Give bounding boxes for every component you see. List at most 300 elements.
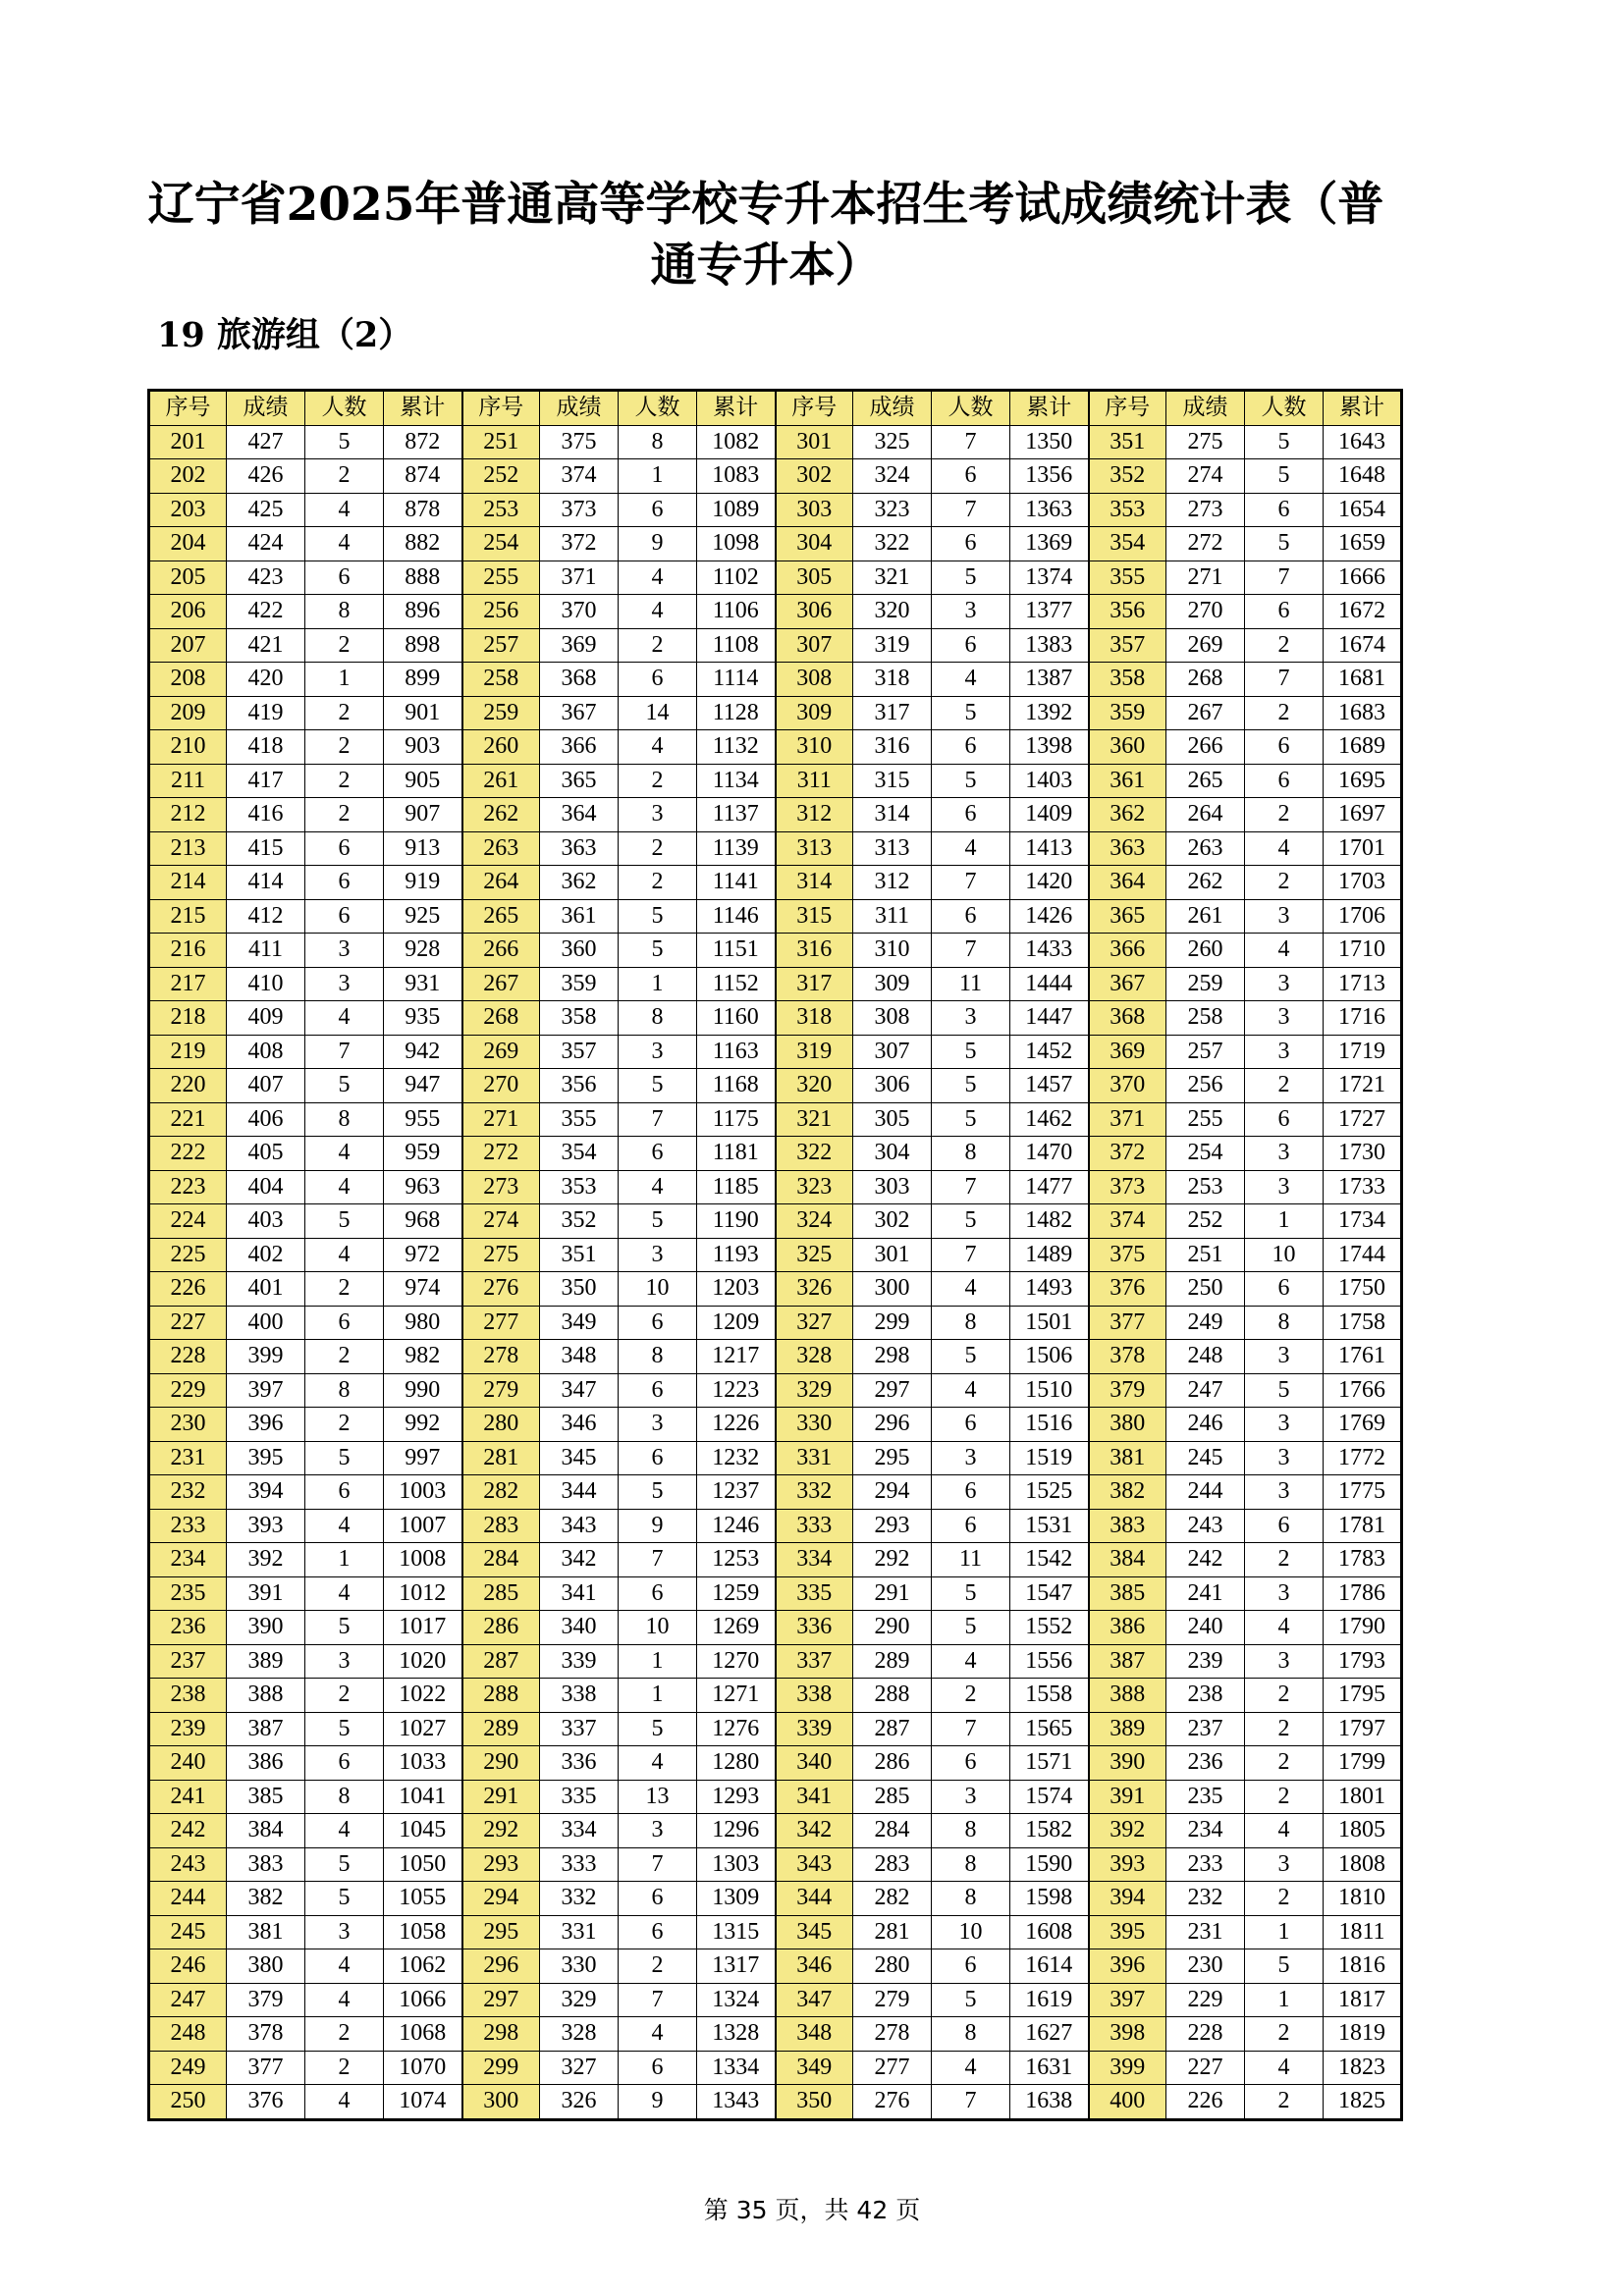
cumulative-cell: 947 bbox=[384, 1069, 462, 1103]
cumulative-cell: 1614 bbox=[1010, 1949, 1089, 1984]
count-cell: 7 bbox=[619, 1847, 697, 1882]
table-row bbox=[149, 798, 1402, 832]
cumulative-cell: 1151 bbox=[697, 934, 776, 968]
score-cell: 385 bbox=[227, 1780, 305, 1814]
cumulative-cell: 1772 bbox=[1324, 1441, 1402, 1475]
table-row bbox=[149, 663, 1402, 697]
seq-cell: 268 bbox=[462, 1001, 540, 1036]
cumulative-cell: 1733 bbox=[1324, 1170, 1402, 1204]
seq-cell: 212 bbox=[149, 798, 227, 832]
cumulative-cell: 1303 bbox=[697, 1847, 776, 1882]
count-cell: 6 bbox=[932, 899, 1010, 934]
score-cell: 311 bbox=[853, 899, 932, 934]
cumulative-cell: 1721 bbox=[1324, 1069, 1402, 1103]
score-cell: 380 bbox=[227, 1949, 305, 1984]
cumulative-cell: 1811 bbox=[1324, 1915, 1402, 1949]
cumulative-cell: 1797 bbox=[1324, 1712, 1402, 1746]
score-cell: 371 bbox=[540, 561, 619, 595]
score-cell: 355 bbox=[540, 1102, 619, 1137]
seq-cell: 265 bbox=[462, 899, 540, 934]
seq-cell: 312 bbox=[776, 798, 853, 832]
seq-cell: 286 bbox=[462, 1611, 540, 1645]
count-cell: 3 bbox=[932, 1441, 1010, 1475]
score-cell: 243 bbox=[1166, 1509, 1245, 1543]
cumulative-cell: 1703 bbox=[1324, 866, 1402, 900]
cumulative-cell: 1730 bbox=[1324, 1137, 1402, 1171]
seq-cell: 296 bbox=[462, 1949, 540, 1984]
cumulative-cell: 1681 bbox=[1324, 663, 1402, 697]
cumulative-cell: 898 bbox=[384, 628, 462, 663]
count-cell: 5 bbox=[619, 1475, 697, 1510]
score-cell: 258 bbox=[1166, 1001, 1245, 1036]
count-cell: 4 bbox=[619, 730, 697, 765]
seq-cell: 382 bbox=[1089, 1475, 1166, 1510]
score-cell: 373 bbox=[540, 493, 619, 527]
cumulative-cell: 1350 bbox=[1010, 425, 1089, 459]
cumulative-cell: 1769 bbox=[1324, 1408, 1402, 1442]
cumulative-cell: 1324 bbox=[697, 1983, 776, 2017]
count-cell: 8 bbox=[305, 595, 384, 629]
score-cell: 334 bbox=[540, 1814, 619, 1848]
seq-cell: 308 bbox=[776, 663, 853, 697]
count-cell: 2 bbox=[305, 1408, 384, 1442]
score-cell: 345 bbox=[540, 1441, 619, 1475]
score-cell: 387 bbox=[227, 1712, 305, 1746]
seq-cell: 365 bbox=[1089, 899, 1166, 934]
count-cell: 10 bbox=[932, 1915, 1010, 1949]
count-cell: 2 bbox=[305, 2051, 384, 2085]
score-cell: 375 bbox=[540, 425, 619, 459]
count-cell: 2 bbox=[1245, 2085, 1324, 2120]
seq-cell: 359 bbox=[1089, 696, 1166, 730]
cumulative-cell: 1574 bbox=[1010, 1780, 1089, 1814]
count-cell: 3 bbox=[932, 1780, 1010, 1814]
score-cell: 395 bbox=[227, 1441, 305, 1475]
count-cell: 6 bbox=[619, 1441, 697, 1475]
score-cell: 349 bbox=[540, 1306, 619, 1340]
table-row bbox=[149, 1543, 1402, 1577]
seq-cell: 262 bbox=[462, 798, 540, 832]
score-cell: 237 bbox=[1166, 1712, 1245, 1746]
seq-cell: 222 bbox=[149, 1137, 227, 1171]
seq-cell: 304 bbox=[776, 527, 853, 561]
score-cell: 360 bbox=[540, 934, 619, 968]
seq-cell: 258 bbox=[462, 663, 540, 697]
column-header: 序号 bbox=[1089, 391, 1166, 426]
table-row bbox=[149, 1847, 1402, 1882]
seq-cell: 388 bbox=[1089, 1679, 1166, 1713]
count-cell: 6 bbox=[305, 831, 384, 866]
seq-cell: 209 bbox=[149, 696, 227, 730]
score-cell: 257 bbox=[1166, 1035, 1245, 1069]
score-cell: 423 bbox=[227, 561, 305, 595]
cumulative-cell: 1082 bbox=[697, 425, 776, 459]
seq-cell: 236 bbox=[149, 1611, 227, 1645]
cumulative-cell: 982 bbox=[384, 1340, 462, 1374]
cumulative-cell: 997 bbox=[384, 1441, 462, 1475]
seq-cell: 267 bbox=[462, 967, 540, 1001]
count-cell: 4 bbox=[619, 1170, 697, 1204]
score-cell: 353 bbox=[540, 1170, 619, 1204]
table-row bbox=[149, 1408, 1402, 1442]
seq-cell: 242 bbox=[149, 1814, 227, 1848]
score-cell: 410 bbox=[227, 967, 305, 1001]
seq-cell: 245 bbox=[149, 1915, 227, 1949]
count-cell: 6 bbox=[305, 866, 384, 900]
count-cell: 7 bbox=[932, 866, 1010, 900]
seq-cell: 339 bbox=[776, 1712, 853, 1746]
seq-cell: 389 bbox=[1089, 1712, 1166, 1746]
score-cell: 260 bbox=[1166, 934, 1245, 968]
count-cell: 5 bbox=[1245, 425, 1324, 459]
seq-cell: 282 bbox=[462, 1475, 540, 1510]
score-cell: 248 bbox=[1166, 1340, 1245, 1374]
count-cell: 6 bbox=[1245, 1509, 1324, 1543]
table-row bbox=[149, 1712, 1402, 1746]
count-cell: 5 bbox=[932, 1340, 1010, 1374]
score-cell: 293 bbox=[853, 1509, 932, 1543]
count-cell: 4 bbox=[305, 1001, 384, 1036]
count-cell: 3 bbox=[1245, 1576, 1324, 1611]
score-cell: 274 bbox=[1166, 459, 1245, 494]
count-cell: 5 bbox=[619, 1712, 697, 1746]
score-cell: 376 bbox=[227, 2085, 305, 2120]
count-cell: 2 bbox=[1245, 1712, 1324, 1746]
score-cell: 290 bbox=[853, 1611, 932, 1645]
count-cell: 4 bbox=[619, 2017, 697, 2052]
score-cell: 340 bbox=[540, 1611, 619, 1645]
score-cell: 273 bbox=[1166, 493, 1245, 527]
count-cell: 2 bbox=[619, 1949, 697, 1984]
cumulative-cell: 1175 bbox=[697, 1102, 776, 1137]
score-cell: 283 bbox=[853, 1847, 932, 1882]
count-cell: 4 bbox=[1245, 1611, 1324, 1645]
count-cell: 6 bbox=[619, 663, 697, 697]
count-cell: 4 bbox=[305, 1509, 384, 1543]
count-cell: 4 bbox=[305, 1949, 384, 1984]
score-cell: 414 bbox=[227, 866, 305, 900]
cumulative-cell: 1271 bbox=[697, 1679, 776, 1713]
count-cell: 1 bbox=[305, 1543, 384, 1577]
score-cell: 229 bbox=[1166, 1983, 1245, 2017]
cumulative-cell: 903 bbox=[384, 730, 462, 765]
score-cell: 242 bbox=[1166, 1543, 1245, 1577]
count-cell: 5 bbox=[932, 1576, 1010, 1611]
cumulative-cell: 1556 bbox=[1010, 1644, 1089, 1679]
count-cell: 2 bbox=[305, 696, 384, 730]
seq-cell: 214 bbox=[149, 866, 227, 900]
cumulative-cell: 1697 bbox=[1324, 798, 1402, 832]
score-cell: 239 bbox=[1166, 1644, 1245, 1679]
cumulative-cell: 931 bbox=[384, 967, 462, 1001]
count-cell: 8 bbox=[619, 425, 697, 459]
score-cell: 382 bbox=[227, 1882, 305, 1916]
seq-cell: 325 bbox=[776, 1238, 853, 1272]
cumulative-cell: 1007 bbox=[384, 1509, 462, 1543]
cumulative-cell: 1083 bbox=[697, 459, 776, 494]
count-cell: 2 bbox=[1245, 1069, 1324, 1103]
table-row bbox=[149, 1882, 1402, 1916]
seq-cell: 211 bbox=[149, 764, 227, 798]
count-cell: 6 bbox=[932, 1949, 1010, 1984]
score-cell: 265 bbox=[1166, 764, 1245, 798]
score-cell: 401 bbox=[227, 1272, 305, 1307]
count-cell: 4 bbox=[932, 1272, 1010, 1307]
score-cell: 300 bbox=[853, 1272, 932, 1307]
cumulative-cell: 1582 bbox=[1010, 1814, 1089, 1848]
count-cell: 5 bbox=[932, 696, 1010, 730]
cumulative-cell: 1638 bbox=[1010, 2085, 1089, 2120]
cumulative-cell: 1761 bbox=[1324, 1340, 1402, 1374]
count-cell: 4 bbox=[1245, 1814, 1324, 1848]
score-cell: 310 bbox=[853, 934, 932, 968]
seq-cell: 223 bbox=[149, 1170, 227, 1204]
count-cell: 2 bbox=[305, 1679, 384, 1713]
cumulative-cell: 1571 bbox=[1010, 1746, 1089, 1781]
count-cell: 5 bbox=[1245, 527, 1324, 561]
score-cell: 282 bbox=[853, 1882, 932, 1916]
seq-cell: 229 bbox=[149, 1373, 227, 1408]
seq-cell: 347 bbox=[776, 1983, 853, 2017]
cumulative-cell: 1558 bbox=[1010, 1679, 1089, 1713]
count-cell: 5 bbox=[619, 899, 697, 934]
cumulative-cell: 1280 bbox=[697, 1746, 776, 1781]
seq-cell: 349 bbox=[776, 2051, 853, 2085]
count-cell: 5 bbox=[1245, 1373, 1324, 1408]
seq-cell: 326 bbox=[776, 1272, 853, 1307]
count-cell: 3 bbox=[619, 1035, 697, 1069]
count-cell: 6 bbox=[932, 459, 1010, 494]
score-cell: 352 bbox=[540, 1204, 619, 1239]
score-cell: 333 bbox=[540, 1847, 619, 1882]
cumulative-cell: 1163 bbox=[697, 1035, 776, 1069]
seq-cell: 230 bbox=[149, 1408, 227, 1442]
cumulative-cell: 1317 bbox=[697, 1949, 776, 1984]
count-cell: 7 bbox=[932, 2085, 1010, 2120]
score-cell: 404 bbox=[227, 1170, 305, 1204]
table-row bbox=[149, 1306, 1402, 1340]
count-cell: 8 bbox=[932, 1814, 1010, 1848]
score-cell: 254 bbox=[1166, 1137, 1245, 1171]
count-cell: 5 bbox=[305, 425, 384, 459]
seq-cell: 298 bbox=[462, 2017, 540, 2052]
seq-cell: 253 bbox=[462, 493, 540, 527]
cumulative-cell: 878 bbox=[384, 493, 462, 527]
cumulative-cell: 1781 bbox=[1324, 1509, 1402, 1543]
cumulative-cell: 1598 bbox=[1010, 1882, 1089, 1916]
cumulative-cell: 1444 bbox=[1010, 967, 1089, 1001]
count-cell: 5 bbox=[305, 1069, 384, 1103]
cumulative-cell: 1403 bbox=[1010, 764, 1089, 798]
seq-cell: 383 bbox=[1089, 1509, 1166, 1543]
score-cell: 425 bbox=[227, 493, 305, 527]
seq-cell: 381 bbox=[1089, 1441, 1166, 1475]
count-cell: 7 bbox=[305, 1035, 384, 1069]
count-cell: 3 bbox=[1245, 1001, 1324, 1036]
count-cell: 5 bbox=[305, 1204, 384, 1239]
score-cell: 409 bbox=[227, 1001, 305, 1036]
count-cell: 6 bbox=[932, 628, 1010, 663]
score-cell: 330 bbox=[540, 1949, 619, 1984]
cumulative-cell: 1409 bbox=[1010, 798, 1089, 832]
seq-cell: 291 bbox=[462, 1780, 540, 1814]
count-cell: 7 bbox=[619, 1102, 697, 1137]
cumulative-cell: 1392 bbox=[1010, 696, 1089, 730]
score-cell: 424 bbox=[227, 527, 305, 561]
score-cell: 261 bbox=[1166, 899, 1245, 934]
score-cell: 263 bbox=[1166, 831, 1245, 866]
column-header: 成绩 bbox=[227, 391, 305, 426]
count-cell: 1 bbox=[305, 663, 384, 697]
seq-cell: 217 bbox=[149, 967, 227, 1001]
cumulative-cell: 1817 bbox=[1324, 1983, 1402, 2017]
score-cell: 389 bbox=[227, 1644, 305, 1679]
count-cell: 9 bbox=[619, 2085, 697, 2120]
seq-cell: 327 bbox=[776, 1306, 853, 1340]
cumulative-cell: 1309 bbox=[697, 1882, 776, 1916]
cumulative-cell: 1334 bbox=[697, 2051, 776, 2085]
cumulative-cell: 1775 bbox=[1324, 1475, 1402, 1510]
cumulative-cell: 1542 bbox=[1010, 1543, 1089, 1577]
score-cell: 388 bbox=[227, 1679, 305, 1713]
cumulative-cell: 919 bbox=[384, 866, 462, 900]
cumulative-cell: 1648 bbox=[1324, 459, 1402, 494]
seq-cell: 281 bbox=[462, 1441, 540, 1475]
count-cell: 2 bbox=[932, 1679, 1010, 1713]
count-cell: 3 bbox=[1245, 1408, 1324, 1442]
count-cell: 3 bbox=[1245, 1475, 1324, 1510]
score-cell: 288 bbox=[853, 1679, 932, 1713]
seq-cell: 315 bbox=[776, 899, 853, 934]
cumulative-cell: 1805 bbox=[1324, 1814, 1402, 1848]
seq-cell: 358 bbox=[1089, 663, 1166, 697]
table-row bbox=[149, 1915, 1402, 1949]
count-cell: 3 bbox=[1245, 1441, 1324, 1475]
count-cell: 3 bbox=[1245, 899, 1324, 934]
score-cell: 411 bbox=[227, 934, 305, 968]
seq-cell: 354 bbox=[1089, 527, 1166, 561]
seq-cell: 391 bbox=[1089, 1780, 1166, 1814]
table-row bbox=[149, 1780, 1402, 1814]
cumulative-cell: 1808 bbox=[1324, 1847, 1402, 1882]
count-cell: 6 bbox=[932, 527, 1010, 561]
cumulative-cell: 963 bbox=[384, 1170, 462, 1204]
cumulative-cell: 1160 bbox=[697, 1001, 776, 1036]
seq-cell: 256 bbox=[462, 595, 540, 629]
seq-cell: 255 bbox=[462, 561, 540, 595]
count-cell: 6 bbox=[619, 493, 697, 527]
score-cell: 427 bbox=[227, 425, 305, 459]
count-cell: 4 bbox=[932, 1373, 1010, 1408]
count-cell: 7 bbox=[932, 493, 1010, 527]
cumulative-cell: 990 bbox=[384, 1373, 462, 1408]
cumulative-cell: 1209 bbox=[697, 1306, 776, 1340]
count-cell: 1 bbox=[1245, 1983, 1324, 2017]
score-cell: 299 bbox=[853, 1306, 932, 1340]
seq-cell: 269 bbox=[462, 1035, 540, 1069]
seq-cell: 350 bbox=[776, 2085, 853, 2120]
score-cell: 320 bbox=[853, 595, 932, 629]
table-row bbox=[149, 899, 1402, 934]
cumulative-cell: 1223 bbox=[697, 1373, 776, 1408]
table-row bbox=[149, 459, 1402, 494]
seq-cell: 310 bbox=[776, 730, 853, 765]
cumulative-cell: 1482 bbox=[1010, 1204, 1089, 1239]
score-cell: 378 bbox=[227, 2017, 305, 2052]
score-cell: 325 bbox=[853, 425, 932, 459]
page-title: 辽宁省2025年普通高等学校专升本招生考试成绩统计表（普通专升本） bbox=[147, 178, 1384, 293]
cumulative-cell: 1510 bbox=[1010, 1373, 1089, 1408]
cumulative-cell: 1108 bbox=[697, 628, 776, 663]
seq-cell: 399 bbox=[1089, 2051, 1166, 2085]
column-header: 累计 bbox=[1010, 391, 1089, 426]
score-cell: 280 bbox=[853, 1949, 932, 1984]
cumulative-cell: 1070 bbox=[384, 2051, 462, 2085]
score-cell: 324 bbox=[853, 459, 932, 494]
score-cell: 347 bbox=[540, 1373, 619, 1408]
cumulative-cell: 1493 bbox=[1010, 1272, 1089, 1307]
cumulative-cell: 1426 bbox=[1010, 899, 1089, 934]
seq-cell: 261 bbox=[462, 764, 540, 798]
count-cell: 1 bbox=[619, 967, 697, 1001]
column-header: 人数 bbox=[932, 391, 1010, 426]
count-cell: 11 bbox=[932, 1543, 1010, 1577]
cumulative-cell: 1055 bbox=[384, 1882, 462, 1916]
seq-cell: 356 bbox=[1089, 595, 1166, 629]
score-cell: 420 bbox=[227, 663, 305, 697]
column-header: 成绩 bbox=[1166, 391, 1245, 426]
seq-cell: 250 bbox=[149, 2085, 227, 2120]
score-cell: 226 bbox=[1166, 2085, 1245, 2120]
cumulative-cell: 1590 bbox=[1010, 1847, 1089, 1882]
seq-cell: 246 bbox=[149, 1949, 227, 1984]
score-cell: 241 bbox=[1166, 1576, 1245, 1611]
count-cell: 5 bbox=[932, 1035, 1010, 1069]
score-cell: 277 bbox=[853, 2051, 932, 2085]
count-cell: 2 bbox=[619, 628, 697, 663]
table-row bbox=[149, 730, 1402, 765]
table-row bbox=[149, 1170, 1402, 1204]
seq-cell: 215 bbox=[149, 899, 227, 934]
score-cell: 285 bbox=[853, 1780, 932, 1814]
count-cell: 6 bbox=[305, 561, 384, 595]
score-cell: 230 bbox=[1166, 1949, 1245, 1984]
seq-cell: 367 bbox=[1089, 967, 1166, 1001]
count-cell: 2 bbox=[305, 798, 384, 832]
count-cell: 13 bbox=[619, 1780, 697, 1814]
score-cell: 256 bbox=[1166, 1069, 1245, 1103]
count-cell: 8 bbox=[305, 1373, 384, 1408]
table-row bbox=[149, 764, 1402, 798]
count-cell: 7 bbox=[1245, 561, 1324, 595]
count-cell: 4 bbox=[619, 561, 697, 595]
cumulative-cell: 1547 bbox=[1010, 1576, 1089, 1611]
seq-cell: 221 bbox=[149, 1102, 227, 1137]
cumulative-cell: 1719 bbox=[1324, 1035, 1402, 1069]
cumulative-cell: 1489 bbox=[1010, 1238, 1089, 1272]
cumulative-cell: 1825 bbox=[1324, 2085, 1402, 2120]
cumulative-cell: 1128 bbox=[697, 696, 776, 730]
seq-cell: 313 bbox=[776, 831, 853, 866]
seq-cell: 385 bbox=[1089, 1576, 1166, 1611]
cumulative-cell: 1744 bbox=[1324, 1238, 1402, 1272]
seq-cell: 330 bbox=[776, 1408, 853, 1442]
cumulative-cell: 1008 bbox=[384, 1543, 462, 1577]
count-cell: 8 bbox=[305, 1780, 384, 1814]
seq-cell: 396 bbox=[1089, 1949, 1166, 1984]
seq-cell: 249 bbox=[149, 2051, 227, 2085]
seq-cell: 251 bbox=[462, 425, 540, 459]
